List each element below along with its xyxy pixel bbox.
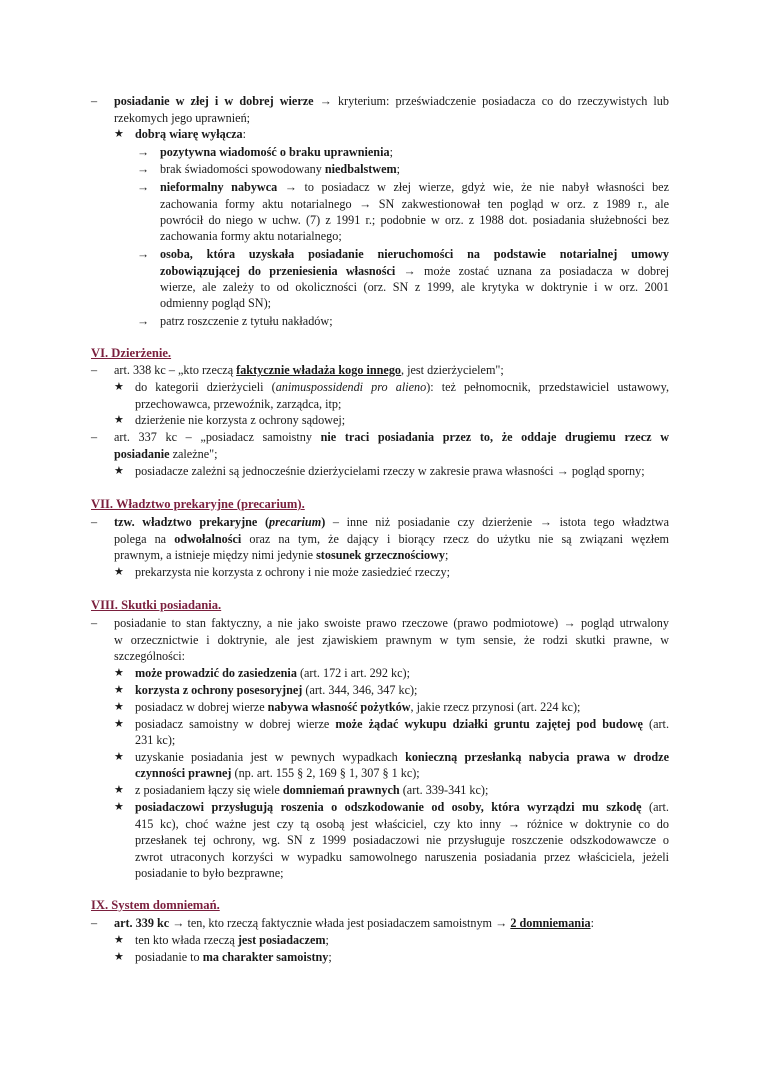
text-line: zachowania formy aktu notarialnego → SN zakwestionował ten pogląd w orz. z 1989 r., ale (160, 197, 669, 211)
text: ; (325, 933, 329, 947)
text-line: posiadanie to stan faktyczny, a nie jako swoiste prawo rzeczowe (prawo podmiotowe) → pogląd utrwalony (114, 616, 669, 630)
text: – inne niż posiadanie czy dzierżenie → istota tego władztwa (325, 515, 669, 529)
text-line: prekarzysta nie korzysta z ochrony i nie może zasiedzieć rzeczy; (135, 565, 451, 579)
text-line (114, 547, 448, 563)
text-line (160, 263, 669, 279)
bold-term: posiadaczowi przysługują roszenia o odszkodowanie od osoby, która wyrządzi mu szkodę (135, 800, 642, 814)
text-line (135, 799, 669, 815)
star-bullet-icon: ★ (114, 464, 124, 477)
italic-term: animuspossidendi pro alieno (275, 380, 427, 394)
section-heading: VIII. Skutki posiadania. (91, 598, 222, 612)
text-line (160, 179, 669, 195)
star-bullet-icon: ★ (114, 127, 124, 140)
text-line: wierze, ale zależy to od okoliczności (orz. SN z 1999, ale krytyka w doktrynie i w orz. 2001 (160, 280, 669, 294)
text: ; (396, 162, 401, 176)
bold-term: dobrą wiarę wyłącza (135, 127, 243, 141)
bold-term: odwołalności (174, 532, 242, 546)
text-line: powrócił do niego w uchw. (7) z 1991 r.; podobnie w orz. z 1988 dot. posiadania służebności bez (160, 213, 669, 227)
bold-term: posiadanie w złej i w dobrej wierze (114, 94, 314, 108)
text-line: przesłanek tej ochrony, wg. SN z 1999 posiadaczowi nie przysługuje roszczenie odszkodowawcze o (135, 833, 669, 847)
text-line: osoba, która uzyskała posiadanie nieruchomości na podstawie notarialnej umowy (160, 247, 669, 261)
star-bullet-icon: ★ (114, 750, 124, 763)
text-line (135, 932, 329, 948)
text-line (114, 531, 669, 547)
text: : (242, 127, 247, 141)
text-line (135, 765, 420, 781)
text: (art. (642, 717, 669, 731)
text: → kryterium: przeświadczenie posiadacza co do rzeczywistych lub (313, 94, 669, 108)
text-line: dzierżenie nie korzysta z ochrony sądowej; (135, 413, 346, 427)
text: → to posiadacz w złej wierze, gdyż wie, że nie nabył własności bez (277, 180, 669, 194)
arrow-marker-icon: → (137, 145, 150, 159)
text-line: posiadacze zależni są jednocześnie dzierżycielami rzeczy w zakresie prawa własności → pogląd sporny; (135, 464, 645, 478)
text-line: odmienny pogląd SN); (160, 296, 272, 310)
text-line (114, 514, 669, 530)
text-line (114, 429, 669, 445)
text: polega na (114, 532, 175, 546)
text: do kategorii dzierżycieli ( (135, 380, 276, 394)
text-line (114, 93, 669, 109)
text: z posiadaniem łączy się wiele (135, 783, 283, 797)
bold-term: korzysta z ochrony posesoryjnej (135, 683, 303, 697)
star-bullet-icon: ★ (114, 800, 124, 813)
text-line (160, 144, 393, 160)
bold-term: nie traci posiadania przez to, że oddaje drugiemu rzecz w (320, 430, 669, 444)
bold-underlined-term: faktycznie władaża kogo innego (236, 363, 402, 377)
dash-marker: – (91, 94, 98, 108)
text-line (135, 782, 488, 798)
text-line: posiadanie to było bezprawne; (135, 866, 284, 880)
text: ten kto włada rzeczą (135, 933, 238, 947)
text-line: zwrot utraconych korzyści w wypadku samowolnego naruszenia posiadania przez właściciela, jeżeli (135, 850, 669, 864)
star-bullet-icon: ★ (114, 783, 124, 796)
text-line: patrz roszczenie z tytułu nakładów; (160, 314, 333, 328)
arrow-marker-icon: → (137, 162, 150, 176)
text: → może zostać uznana za posiadacza w dobrej (395, 264, 669, 278)
dash-marker: – (91, 430, 98, 444)
text-line: przechowawca, przewoźnik, zarządca, itp; (135, 397, 342, 411)
text-line (135, 379, 669, 395)
bold-term: nabywa własność pożytków (267, 700, 411, 714)
text-line (135, 716, 669, 732)
text-line: 415 kc), choć ważne jest czy tą osobą jest właściciel, czy kto inny → różnice w doktrynie co do (135, 817, 669, 831)
bold-term: posiadanie (114, 447, 170, 461)
text-line (135, 749, 669, 765)
text: (art. 339-341 kc); (399, 783, 489, 797)
bold-term: pozytywna wiadomość o braku uprawnienia (160, 145, 390, 159)
text: ; (445, 548, 449, 562)
text: : (590, 916, 594, 930)
bold-term: stosunek grzecznościowy (316, 548, 446, 562)
bold-arrow-icon: → (495, 916, 508, 930)
bold-underlined-term: 2 domniemania (510, 916, 591, 930)
dash-marker: – (91, 616, 98, 630)
bold-term: może prowadzić do zasiedzenia (135, 666, 297, 680)
text: (art. 172 i art. 292 kc); (296, 666, 410, 680)
text-line (135, 699, 580, 715)
text-line: w orzecznictwie i doktrynie, ale jest zjawiskiem prawnym w tym sensie, że rodzi skutki prawne, w (114, 633, 669, 647)
dash-marker: – (91, 515, 98, 529)
text: posiadanie to (135, 950, 203, 964)
bold-term: zobowiązującej do przeniesienia własności (160, 264, 396, 278)
bold-term: nieformalny nabywca (160, 180, 278, 194)
text-line (114, 915, 594, 931)
bold-term: jest posiadaczem (237, 933, 326, 947)
text: (art. (641, 800, 669, 814)
text: (np. art. 155 § 2, 169 § 1, 307 § 1 kc); (231, 766, 420, 780)
section-heading: VII. Władztwo prekaryjne (precarium). (91, 497, 305, 511)
text: ; (389, 145, 393, 159)
section-heading: IX. System domniemań. (91, 898, 220, 912)
text-line (135, 126, 246, 142)
text: art. 338 kc – „kto rzeczą (114, 363, 237, 377)
text: , jakie rzecz przynosi (art. 224 kc); (410, 700, 581, 714)
text-line: 231 kc); (135, 733, 176, 747)
text-line: rzekomych jego uprawnień; (114, 111, 251, 125)
section-heading: VI. Dzierżenie. (91, 346, 172, 360)
bold-term: konieczną przesłanką nabycia prawa w drodze (405, 750, 669, 764)
bold-term: może żądać wykupu działki gruntu zajętej pod budowę (335, 717, 643, 731)
text: (art. 344, 346, 347 kc); (302, 683, 418, 697)
text-line: zachowania formy aktu notarialnego; (160, 229, 342, 243)
arrow-marker-icon: → (137, 180, 150, 194)
text: art. 337 kc – „posiadacz samoistny (114, 430, 321, 444)
bold-term: art. 339 kc (114, 916, 170, 930)
star-bullet-icon: ★ (114, 683, 124, 696)
text: ): też pełnomocnik, przedstawiciel ustawowy, (426, 380, 669, 394)
text-line: szczególności: (114, 649, 186, 663)
text: , jest dzierżycielem"; (401, 363, 504, 377)
dash-marker: – (91, 363, 98, 377)
text: zależne"; (169, 447, 218, 461)
text-line (114, 362, 504, 378)
arrow-marker-icon: → (137, 314, 150, 328)
text-line (135, 949, 332, 965)
text-line (160, 161, 400, 177)
text-line (135, 682, 417, 698)
star-bullet-icon: ★ (114, 380, 124, 393)
star-bullet-icon: ★ (114, 413, 124, 426)
star-bullet-icon: ★ (114, 950, 124, 963)
text: ; (328, 950, 332, 964)
text: brak świadomości spowodowany (160, 162, 325, 176)
text-line (135, 665, 410, 681)
star-bullet-icon: ★ (114, 565, 124, 578)
bold-term: tzw. władztwo prekaryjne ( (114, 515, 270, 529)
text: → ten, kto rzeczą faktycznie włada jest posiadaczem samoistnym (169, 916, 496, 930)
dash-marker: – (91, 916, 98, 930)
text-line (114, 446, 217, 462)
bold-term: ) (321, 515, 326, 529)
arrow-marker-icon: → (137, 247, 150, 261)
bold-term: niedbalstwem (324, 162, 397, 176)
bold-term: domniemań prawnych (282, 783, 400, 797)
text: prawnym, a istnieje między nimi jedynie (114, 548, 317, 562)
text: oraz na tym, że dający i biorący rzecz do użytku nie są związani węzłem (241, 532, 669, 546)
star-bullet-icon: ★ (114, 700, 124, 713)
star-bullet-icon: ★ (114, 933, 124, 946)
text: posiadacz w dobrej wierze (135, 700, 268, 714)
star-bullet-icon: ★ (114, 666, 124, 679)
text: uzyskanie posiadania jest w pewnych wypadkach (135, 750, 406, 764)
bold-term: czynności prawnej (135, 766, 232, 780)
text: posiadacz samoistny w dobrej wierze (135, 717, 336, 731)
bold-term: ma charakter samoistny (202, 950, 329, 964)
star-bullet-icon: ★ (114, 717, 124, 730)
bold-italic-term: precarium (269, 515, 322, 529)
